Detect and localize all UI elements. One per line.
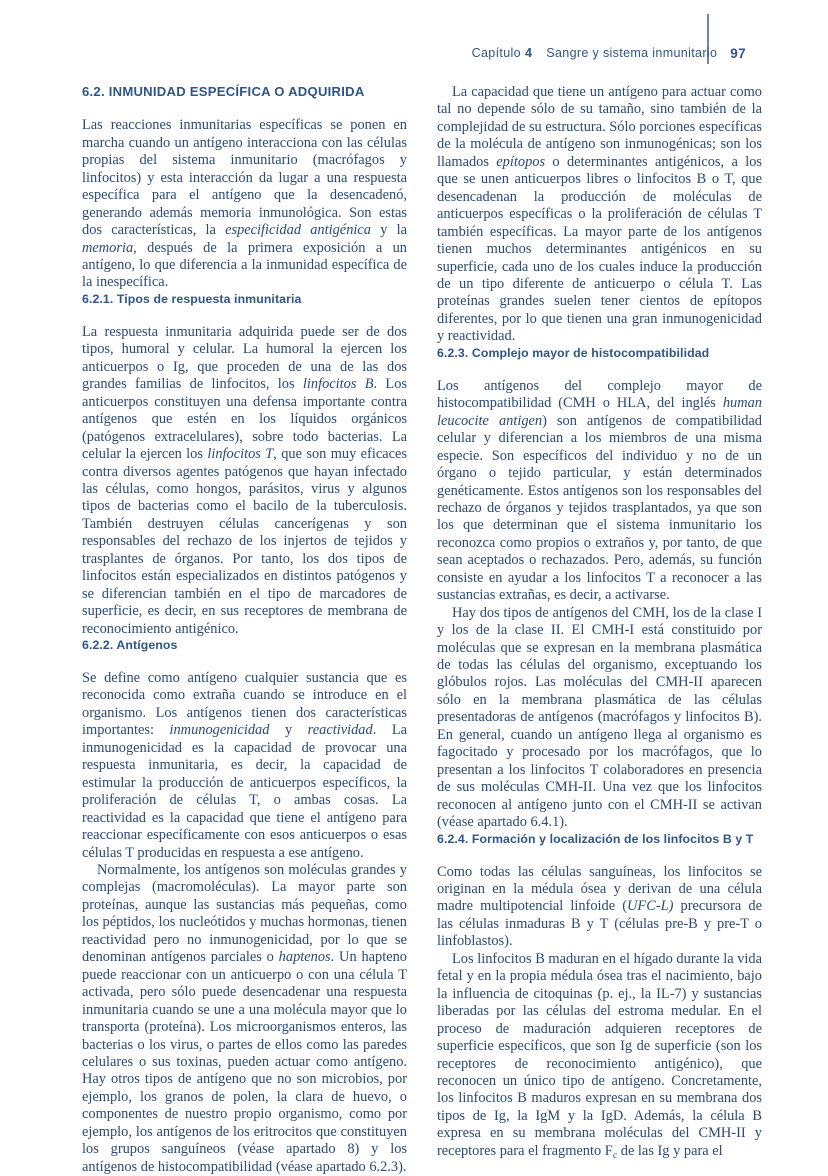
- paragraph-antigenos-1-part-b: y: [269, 722, 308, 739]
- paragraph-linfocitos-2-part-a: Los linfocitos B maduran en el hígado durante la vida fetal y en la propia médula ósea tras el nacimiento, bajo la influencia de citoquinas (p. ej., la IL-7) y sustancias liberadas por las células del estroma medular. En el proceso de maduración adquieren receptores de superficie específicos, que son Ig de superficie (son los receptores de reconocimiento antigénico), que reconocen un único tipo de antígeno. Concretamente, los linfocitos B maduros expresan en su membrana dos tipos de Ig, la IgM y la IgD. Además, la célula B expresa en su membrana moléculas del CMH-II y receptores para el fragmento F: [437, 950, 762, 1159]
- paragraph-linfocitos-2-subscript: c: [612, 1149, 618, 1161]
- paragraph-antigenos-1-emphasis-1: inmunogenicidad: [169, 722, 270, 739]
- paragraph-linfocitos-2: [437, 951, 762, 1164]
- paragraph-intro: [82, 117, 407, 292]
- subsection-heading-6-2-4: 6.2.4. Formación y localización de los linfocitos B y T: [437, 831, 754, 846]
- paragraph-antigenos-2-part-a: Normalmente, los antígenos son moléculas grandes y complejas (macromoléculas). La mayor parte son proteínas, aunque las sustancias más pequeñas, como los péptidos, los nucleótidos y muchas hormonas, tienen reactividad pero no inmunogenicidad, por lo que se denominan antígenos parciales o: [82, 862, 407, 966]
- paragraph-antigenos-1-part-a: Se define como antígeno cualquier sustancia que es reconocida como extraña cuando se introduce en el organismo. Los antígenos tienen dos características importantes:: [82, 670, 407, 739]
- section-heading-6-2: 6.2. INMUNIDAD ESPECÍFICA O ADQUIRIDA: [82, 84, 365, 99]
- paragraph-cmh-1-emphasis-1: human leucocite antigen: [437, 395, 762, 429]
- paragraph-antigenos-2: [82, 862, 407, 1176]
- paragraph-intro-emphasis-2: memoria: [82, 239, 134, 256]
- running-head: [472, 44, 746, 62]
- paragraph-cmh-1-part-a: Los antígenos del complejo mayor de histocompatibilidad (CMH o HLA, del inglés: [437, 377, 762, 412]
- paragraph-cmh-1: [437, 378, 762, 605]
- paragraph-cmh-2: Hay dos tipos de antígenos del CMH, los de la clase I y los de la clase II. El CMH-I está constituido por moléculas que se expresan en la membrana plasmática de todas las células del organismo, exceptuando los glóbulos rojos. Las moléculas del CMH-II aparecen sólo en la membrana plasmática de las células presentadoras de antígenos (macrófagos y linfocitos B). En general, cuando un antígeno llega al organismo es fagocitado y procesado por los macrófagos, que lo presentan a los linfocitos T colaboradores en presencia de sus moléculas CMH-II. Una vez que los linfocitos reconocen al antígeno junto con el CMH-II se activan (véase apartado 6.4.1).: [437, 604, 762, 831]
- paragraph-antigenos-1: [82, 670, 407, 862]
- paragraph-capacidad-antigeno: [437, 84, 762, 346]
- paragraph-intro-part-a: Las reacciones inmunitarias específicas se ponen en marcha cuando un antígeno interacciona con las células propias del sistema inmunitario (macrófagos y linfocitos) y esta interacción da lugar a una respuesta específica para el antígeno que la desencadenó, generando además memoria inmunológica. Son estas dos características, la: [82, 117, 407, 239]
- paragraph-intro-part-c: , después de la primera exposición a un antígeno, lo que diferencia a la inmunidad específica de la inespecífica.: [82, 239, 407, 291]
- paragraph-capacidad-part-a: La capacidad que tiene un antígeno para actuar como tal no depende sólo de su tamaño, sino también de la complejidad de su estructura. Sólo porciones específicas de la molécula de antígeno son inmunogénicas; son los llamados: [437, 84, 762, 170]
- paragraph-tipos-part-b: . Los anticuerpos constituyen una defensa importante contra antígenos que estén en los líquidos orgánicos (patógenos extracelulares), sobre todo bacterias. La celular la ejercen los: [82, 376, 407, 463]
- paragraph-intro-emphasis-1: especificidad antigénica: [225, 222, 371, 239]
- subsection-heading-6-2-1: 6.2.1. Tipos de respuesta inmunitaria: [82, 291, 302, 306]
- subsection-heading-6-2-3: 6.2.3. Complejo mayor de histocompatibilidad: [437, 345, 710, 360]
- subsection-heading-6-2-2: 6.2.2. Antígenos: [82, 638, 178, 653]
- paragraph-linfocitos-1-part-a: Como todas las células sanguíneas, los linfocitos se originan en la médula ósea y derivan de una célula madre multipotencial linfoide (: [437, 863, 762, 915]
- paragraph-linfocitos-1: [437, 864, 762, 951]
- paragraph-linfocitos-1-part-b: precursora de las células inmaduras B y T (células pre-B y pre-T o linfoblastos).: [437, 898, 762, 950]
- paragraph-tipos-part-c: , que son muy eficaces contra diversos agentes patógenos que hayan infectado las células, como hongos, parásitos, virus y algunos tipos de bacterias como el bacilo de la tuberculosis. También destruyen células cancerígenas y son responsables del rechazo de los injertos de tejidos y trasplantes de órganos. Por tanto, los dos tipos de linfocitos están especializados en distintos patógenos y se diferencian también en el tipo de marcadores de superficie, es decir, en sus receptores de membrana de reconocimiento antigénico.: [82, 446, 407, 637]
- paragraph-tipos-emphasis-1: linfocitos B: [302, 376, 374, 393]
- running-head-chapter-word: Capítulo: [471, 46, 521, 60]
- paragraph-capacidad-part-b: o determinantes antigénicos, a los que se unen anticuerpos libres o linfocitos B o T, que desencadenan la producción de moléculas de anticuerpos específicas o la proliferación de células T también específicas. La mayor parte de los antígenos tienen muchos determinantes antigénicos en su superficie, cada uno de los cuales induce la producción de un tipo diferente de anticuerpo o célula T. Las proteínas grandes suelen tener cientos de epítopos diferentes, por lo que tienen una gran inmunogenicidad y reactividad.: [437, 153, 762, 345]
- paragraph-linfocitos-2-part-b: de las Ig y para el: [617, 1142, 723, 1159]
- paragraph-tipos-emphasis-2: linfocitos T: [207, 446, 274, 463]
- right-column: [437, 84, 762, 1164]
- running-head-chapter-number: 4: [524, 46, 533, 60]
- paragraph-antigenos-1-part-c: . La inmunogenicidad es la capacidad de provocar una respuesta inmunitaria, es decir, la capacidad de estimular la producción de anticuerpos específicos, la proliferación de células T, o ambas cosas. La reactividad es la capacidad que tiene el antígeno para reaccionar específicamente con esos anticuerpos o esas células T producidas en respuesta a ese antígeno.: [82, 722, 407, 861]
- paragraph-antigenos-1-emphasis-2: reactividad: [307, 722, 373, 739]
- page-number: 97: [730, 45, 746, 61]
- paragraph-antigenos-2-part-b: . Un hapteno puede reaccionar con un anticuerpo o con una célula T activada, pero sólo puede desencadenar una respuesta inmunitaria cuando se une a una molécula mayor que lo transporta (proteína). Los microorganismos enteros, las bacterias o los virus, o partes de ellos como las paredes celulares o sus toxinas, pueden actuar como antígeno. Hay otros tipos de antígeno que no son microbios, por ejemplo, los granos de polen, la clara de huevo, o componentes de nuestro propio organismo, como por ejemplo, los antígenos de los eritrocitos que constituyen los grupos sanguíneos (véase apartado 8) y los antígenos de histocompatibilidad (véase apartado 6.2.3).: [82, 949, 407, 1175]
- paragraph-tipos-respuesta: [82, 324, 407, 638]
- paragraph-linfocitos-1-emphasis-1: UFC-L): [627, 898, 674, 915]
- paragraph-cmh-1-part-b: ) son antígenos de compatibilidad celular y diferencian a los miembros de una misma especie. Son específicos del individuo y no de un órgano o tejido particular, y están determinados genéticamente. Estos antígenos son los responsables del rechazo de órganos y tejidos trasplantados, ya que son los que determinan que el sistema inmunitario los reconozca como propios o extraños y, por tanto, de que sean aceptados o rechazados. Pero, además, su función consiste en ayudar a los linfocitos T a reconocer a las sustancias extrañas, es decir, a activarse.: [437, 412, 762, 604]
- running-head-title: Sangre y sistema inmunitario: [546, 46, 718, 60]
- paragraph-tipos-part-a: La respuesta inmunitaria adquirida puede ser de dos tipos, humoral y celular. La humoral la ejercen los anticuerpos o Ig, que proceden de una de las dos grandes familias de linfocitos, los: [82, 323, 407, 393]
- paragraph-intro-part-b: y la: [370, 222, 407, 239]
- paragraph-capacidad-emphasis-1: epítopos: [496, 153, 546, 170]
- paragraph-antigenos-2-emphasis-1: haptenos: [278, 949, 331, 966]
- left-column: [82, 84, 407, 1176]
